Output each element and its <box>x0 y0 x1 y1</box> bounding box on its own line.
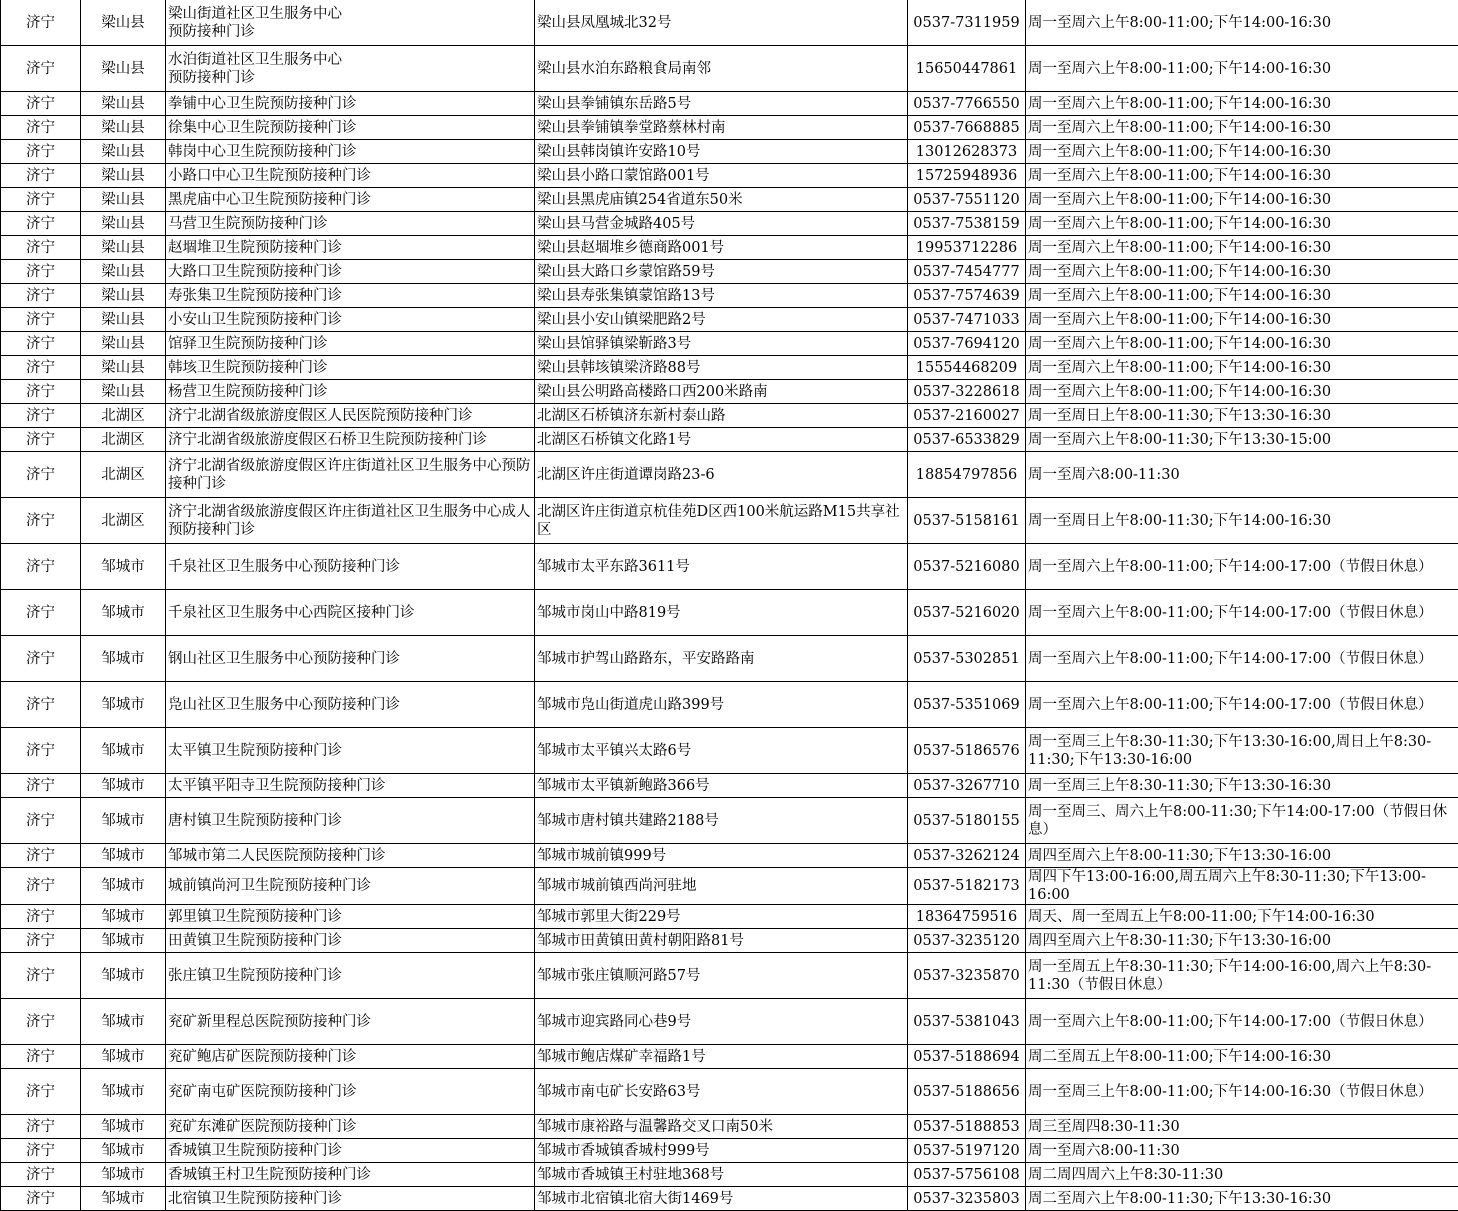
hours-cell: 周一至周六8:00-11:30 <box>1026 452 1458 498</box>
county-cell: 北湖区 <box>81 404 166 428</box>
phone-cell: 0537-5216080 <box>908 544 1026 590</box>
city-cell: 济宁 <box>1 404 81 428</box>
hours-cell: 周三至周四8:30-11:30 <box>1026 1115 1458 1139</box>
phone-cell: 0537-3235803 <box>908 1187 1026 1211</box>
address-cell: 梁山县馆驿镇梁靳路3号 <box>535 332 908 356</box>
county-cell: 邹城市 <box>81 636 166 682</box>
hours-cell: 周一至周三上午8:30-11:30;下午13:30-16:00,周日上午8:30-11:30;下午13:30-16:00 <box>1026 728 1458 774</box>
clinic-name-cell: 太平镇平阳寺卫生院预防接种门诊 <box>166 774 535 798</box>
hours-cell: 周一至周六上午8:00-11:00;下午14:00-16:30 <box>1026 332 1458 356</box>
table-row <box>1 728 1458 774</box>
hours-cell: 周一至周六上午8:00-11:00;下午14:00-16:30 <box>1026 356 1458 380</box>
clinic-name-cell: 邹城市第二人民医院预防接种门诊 <box>166 844 535 868</box>
phone-cell: 0537-7311959 <box>908 0 1026 46</box>
hours-cell: 周二至周六上午8:00-11:30;下午13:30-16:30 <box>1026 1187 1458 1211</box>
city-cell: 济宁 <box>1 868 81 905</box>
phone-cell: 0537-5756108 <box>908 1163 1026 1187</box>
county-cell: 邹城市 <box>81 844 166 868</box>
address-cell: 北湖区石桥镇济东新村泰山路 <box>535 404 908 428</box>
phone-cell: 18364759516 <box>908 905 1026 929</box>
clinic-name-cell: 水泊街道社区卫生服务中心 预防接种门诊 <box>166 46 535 92</box>
address-cell: 邹城市城前镇999号 <box>535 844 908 868</box>
city-cell: 济宁 <box>1 380 81 404</box>
table-row <box>1 1163 1458 1187</box>
table-row <box>1 590 1458 636</box>
table-row <box>1 356 1458 380</box>
address-cell: 邹城市凫山街道虎山路399号 <box>535 682 908 728</box>
phone-cell: 15554468209 <box>908 356 1026 380</box>
clinic-name-cell: 寿张集卫生院预防接种门诊 <box>166 284 535 308</box>
city-cell: 济宁 <box>1 1163 81 1187</box>
county-cell: 梁山县 <box>81 188 166 212</box>
phone-cell: 15725948936 <box>908 164 1026 188</box>
address-cell: 邹城市鲍店煤矿幸福路1号 <box>535 1045 908 1069</box>
table-row <box>1 544 1458 590</box>
table-row <box>1 1139 1458 1163</box>
table-row <box>1 116 1458 140</box>
county-cell: 邹城市 <box>81 682 166 728</box>
address-cell: 梁山县韩岗镇许安路10号 <box>535 140 908 164</box>
county-cell: 梁山县 <box>81 308 166 332</box>
phone-cell: 0537-7668885 <box>908 116 1026 140</box>
county-cell: 梁山县 <box>81 164 166 188</box>
address-cell: 邹城市康裕路与温馨路交叉口南50米 <box>535 1115 908 1139</box>
phone-cell: 0537-3235870 <box>908 953 1026 999</box>
table-row <box>1 999 1458 1045</box>
phone-cell: 0537-5381043 <box>908 999 1026 1045</box>
address-cell: 邹城市香城镇香城村999号 <box>535 1139 908 1163</box>
city-cell: 济宁 <box>1 428 81 452</box>
phone-cell: 0537-7454777 <box>908 260 1026 284</box>
county-cell: 邹城市 <box>81 999 166 1045</box>
address-cell: 梁山县马营金城路405号 <box>535 212 908 236</box>
city-cell: 济宁 <box>1 308 81 332</box>
address-cell: 梁山县凤凰城北32号 <box>535 0 908 46</box>
address-cell: 北湖区许庄街道谭岗路23-6 <box>535 452 908 498</box>
hours-cell: 周一至周日上午8:00-11:30;下午13:30-16:30 <box>1026 404 1458 428</box>
address-cell: 梁山县水泊东路粮食局南邻 <box>535 46 908 92</box>
table-row <box>1 92 1458 116</box>
phone-cell: 0537-5188694 <box>908 1045 1026 1069</box>
address-cell: 梁山县拳铺镇东岳路5号 <box>535 92 908 116</box>
clinic-name-cell: 兖矿南屯矿医院预防接种门诊 <box>166 1069 535 1115</box>
city-cell: 济宁 <box>1 844 81 868</box>
county-cell: 梁山县 <box>81 236 166 260</box>
address-cell: 邹城市郭里大街229号 <box>535 905 908 929</box>
clinic-name-cell: 千泉社区卫生服务中心西院区接种门诊 <box>166 590 535 636</box>
hours-cell: 周一至周六上午8:00-11:00;下午14:00-17:00（节假日休息） <box>1026 636 1458 682</box>
clinic-name-cell: 香城镇卫生院预防接种门诊 <box>166 1139 535 1163</box>
hours-cell: 周一至周五上午8:30-11:30;下午14:00-16:00,周六上午8:30-11:30（节假日休息） <box>1026 953 1458 999</box>
table-row <box>1 636 1458 682</box>
phone-cell: 0537-3262124 <box>908 844 1026 868</box>
table-row <box>1 953 1458 999</box>
phone-cell: 0537-3235120 <box>908 929 1026 953</box>
address-cell: 梁山县大路口乡蒙馆路59号 <box>535 260 908 284</box>
table-row <box>1 1045 1458 1069</box>
phone-cell: 0537-7694120 <box>908 332 1026 356</box>
city-cell: 济宁 <box>1 260 81 284</box>
county-cell: 邹城市 <box>81 798 166 844</box>
county-cell: 梁山县 <box>81 0 166 46</box>
city-cell: 济宁 <box>1 92 81 116</box>
clinic-name-cell: 千泉社区卫生服务中心预防接种门诊 <box>166 544 535 590</box>
phone-cell: 0537-7574639 <box>908 284 1026 308</box>
table-row <box>1 332 1458 356</box>
county-cell: 邹城市 <box>81 905 166 929</box>
address-cell: 梁山县寿张集镇蒙馆路13号 <box>535 284 908 308</box>
county-cell: 邹城市 <box>81 953 166 999</box>
table-row <box>1 844 1458 868</box>
clinic-table-body <box>1 0 1458 1211</box>
address-cell: 梁山县韩垓镇梁济路88号 <box>535 356 908 380</box>
city-cell: 济宁 <box>1 498 81 544</box>
hours-cell: 周四下午13:00-16:00,周五周六上午8:30-11:30;下午13:00-16:00 <box>1026 868 1458 905</box>
table-row <box>1 284 1458 308</box>
city-cell: 济宁 <box>1 0 81 46</box>
hours-cell: 周一至周六上午8:00-11:00;下午14:00-16:30 <box>1026 260 1458 284</box>
address-cell: 邹城市太平镇新鲍路366号 <box>535 774 908 798</box>
hours-cell: 周一至周三上午8:00-11:00;下午14:00-16:30（节假日休息） <box>1026 1069 1458 1115</box>
county-cell: 梁山县 <box>81 46 166 92</box>
table-row <box>1 905 1458 929</box>
address-cell: 梁山县小安山镇梁肥路2号 <box>535 308 908 332</box>
city-cell: 济宁 <box>1 590 81 636</box>
table-row <box>1 682 1458 728</box>
hours-cell: 周一至周三上午8:30-11:30;下午13:30-16:30 <box>1026 774 1458 798</box>
county-cell: 北湖区 <box>81 428 166 452</box>
address-cell: 邹城市张庄镇顺河路57号 <box>535 953 908 999</box>
clinic-name-cell: 兖矿新里程总医院预防接种门诊 <box>166 999 535 1045</box>
table-row <box>1 0 1458 46</box>
table-row <box>1 260 1458 284</box>
table-row <box>1 140 1458 164</box>
clinic-name-cell: 郭里镇卫生院预防接种门诊 <box>166 905 535 929</box>
city-cell: 济宁 <box>1 46 81 92</box>
city-cell: 济宁 <box>1 929 81 953</box>
clinic-name-cell: 太平镇卫生院预防接种门诊 <box>166 728 535 774</box>
address-cell: 邹城市迎宾路同心巷9号 <box>535 999 908 1045</box>
hours-cell: 周一至周日上午8:00-11:30;下午14:00-16:30 <box>1026 498 1458 544</box>
clinic-name-cell: 济宁北湖省级旅游度假区许庄街道社区卫生服务中心成人预防接种门诊 <box>166 498 535 544</box>
city-cell: 济宁 <box>1 636 81 682</box>
clinic-name-cell: 城前镇尚河卫生院预防接种门诊 <box>166 868 535 905</box>
clinic-name-cell: 赵堌堆卫生院预防接种门诊 <box>166 236 535 260</box>
hours-cell: 周一至周六8:00-11:30 <box>1026 1139 1458 1163</box>
table-row <box>1 212 1458 236</box>
address-cell: 北湖区许庄街道京杭佳苑D区西100米航运路M15共享社区 <box>535 498 908 544</box>
clinic-name-cell: 马营卫生院预防接种门诊 <box>166 212 535 236</box>
phone-cell: 0537-5302851 <box>908 636 1026 682</box>
county-cell: 梁山县 <box>81 332 166 356</box>
clinic-name-cell: 唐村镇卫生院预防接种门诊 <box>166 798 535 844</box>
phone-cell: 0537-5180155 <box>908 798 1026 844</box>
clinic-name-cell: 香城镇王村卫生院预防接种门诊 <box>166 1163 535 1187</box>
address-cell: 北湖区石桥镇文化路1号 <box>535 428 908 452</box>
clinic-name-cell: 韩垓卫生院预防接种门诊 <box>166 356 535 380</box>
hours-cell: 周一至周六上午8:00-11:00;下午14:00-17:00（节假日休息） <box>1026 544 1458 590</box>
phone-cell: 0537-7766550 <box>908 92 1026 116</box>
city-cell: 济宁 <box>1 728 81 774</box>
phone-cell: 0537-5188853 <box>908 1115 1026 1139</box>
hours-cell: 周一至周六上午8:00-11:00;下午14:00-16:30 <box>1026 236 1458 260</box>
city-cell: 济宁 <box>1 774 81 798</box>
city-cell: 济宁 <box>1 356 81 380</box>
city-cell: 济宁 <box>1 999 81 1045</box>
county-cell: 邹城市 <box>81 544 166 590</box>
clinic-name-cell: 小安山卫生院预防接种门诊 <box>166 308 535 332</box>
table-row <box>1 774 1458 798</box>
hours-cell: 周一至周六上午8:00-11:00;下午14:00-16:30 <box>1026 46 1458 92</box>
county-cell: 北湖区 <box>81 498 166 544</box>
hours-cell: 周一至周六上午8:00-11:00;下午14:00-16:30 <box>1026 188 1458 212</box>
hours-cell: 周一至周六上午8:00-11:00;下午14:00-16:30 <box>1026 164 1458 188</box>
address-cell: 邹城市护驾山路路东，平安路路南 <box>535 636 908 682</box>
hours-cell: 周四至周六上午8:00-11:30;下午13:30-16:00 <box>1026 844 1458 868</box>
address-cell: 邹城市太平镇兴太路6号 <box>535 728 908 774</box>
hours-cell: 周一至周六上午8:00-11:00;下午14:00-16:30 <box>1026 116 1458 140</box>
hours-cell: 周一至周六上午8:00-11:00;下午14:00-16:30 <box>1026 308 1458 332</box>
hours-cell: 周一至周三、周六上午8:00-11:30;下午14:00-17:00（节假日休息） <box>1026 798 1458 844</box>
clinic-name-cell: 黑虎庙中心卫生院预防接种门诊 <box>166 188 535 212</box>
address-cell: 梁山县赵堌堆乡德商路001号 <box>535 236 908 260</box>
phone-cell: 0537-3267710 <box>908 774 1026 798</box>
address-cell: 邹城市南屯矿长安路63号 <box>535 1069 908 1115</box>
clinic-name-cell: 杨营卫生院预防接种门诊 <box>166 380 535 404</box>
phone-cell: 18854797856 <box>908 452 1026 498</box>
clinic-name-cell: 张庄镇卫生院预防接种门诊 <box>166 953 535 999</box>
city-cell: 济宁 <box>1 905 81 929</box>
phone-cell: 0537-2160027 <box>908 404 1026 428</box>
phone-cell: 0537-5186576 <box>908 728 1026 774</box>
table-row <box>1 452 1458 498</box>
phone-cell: 0537-6533829 <box>908 428 1026 452</box>
table-row <box>1 498 1458 544</box>
clinic-name-cell: 凫山社区卫生服务中心预防接种门诊 <box>166 682 535 728</box>
hours-cell: 周一至周六上午8:00-11:00;下午14:00-16:30 <box>1026 380 1458 404</box>
city-cell: 济宁 <box>1 1069 81 1115</box>
table-row <box>1 929 1458 953</box>
hours-cell: 周一至周六上午8:00-11:00;下午14:00-17:00（节假日休息） <box>1026 999 1458 1045</box>
address-cell: 梁山县黑虎庙镇254省道东50米 <box>535 188 908 212</box>
table-row <box>1 1069 1458 1115</box>
county-cell: 梁山县 <box>81 284 166 308</box>
county-cell: 邹城市 <box>81 774 166 798</box>
hours-cell: 周四至周六上午8:30-11:30;下午13:30-16:00 <box>1026 929 1458 953</box>
city-cell: 济宁 <box>1 1187 81 1211</box>
phone-cell: 0537-5351069 <box>908 682 1026 728</box>
table-row <box>1 798 1458 844</box>
county-cell: 梁山县 <box>81 380 166 404</box>
address-cell: 梁山县拳铺镇拳堂路蔡林村南 <box>535 116 908 140</box>
table-row <box>1 236 1458 260</box>
city-cell: 济宁 <box>1 140 81 164</box>
city-cell: 济宁 <box>1 332 81 356</box>
county-cell: 梁山县 <box>81 356 166 380</box>
table-row <box>1 164 1458 188</box>
phone-cell: 13012628373 <box>908 140 1026 164</box>
table-row <box>1 308 1458 332</box>
city-cell: 济宁 <box>1 452 81 498</box>
county-cell: 梁山县 <box>81 260 166 284</box>
city-cell: 济宁 <box>1 116 81 140</box>
hours-cell: 周二周四周六上午8:30-11:30 <box>1026 1163 1458 1187</box>
phone-cell: 15650447861 <box>908 46 1026 92</box>
hours-cell: 周一至周六上午8:00-11:00;下午14:00-16:30 <box>1026 92 1458 116</box>
address-cell: 邹城市岗山中路819号 <box>535 590 908 636</box>
phone-cell: 0537-7471033 <box>908 308 1026 332</box>
hours-cell: 周一至周六上午8:00-11:00;下午14:00-17:00（节假日休息） <box>1026 682 1458 728</box>
hours-cell: 周一至周六上午8:00-11:00;下午14:00-16:30 <box>1026 212 1458 236</box>
phone-cell: 0537-5216020 <box>908 590 1026 636</box>
phone-cell: 0537-3228618 <box>908 380 1026 404</box>
clinic-name-cell: 济宁北湖省级旅游度假区许庄街道社区卫生服务中心预防接种门诊 <box>166 452 535 498</box>
county-cell: 梁山县 <box>81 140 166 164</box>
county-cell: 邹城市 <box>81 929 166 953</box>
city-cell: 济宁 <box>1 1115 81 1139</box>
clinic-name-cell: 小路口中心卫生院预防接种门诊 <box>166 164 535 188</box>
county-cell: 邹城市 <box>81 1187 166 1211</box>
table-row <box>1 868 1458 905</box>
clinic-name-cell: 兖矿鲍店矿医院预防接种门诊 <box>166 1045 535 1069</box>
city-cell: 济宁 <box>1 682 81 728</box>
city-cell: 济宁 <box>1 164 81 188</box>
county-cell: 邹城市 <box>81 1045 166 1069</box>
table-row <box>1 46 1458 92</box>
address-cell: 邹城市北宿镇北宿大街1469号 <box>535 1187 908 1211</box>
clinic-name-cell: 拳铺中心卫生院预防接种门诊 <box>166 92 535 116</box>
phone-cell: 0537-5182173 <box>908 868 1026 905</box>
city-cell: 济宁 <box>1 284 81 308</box>
address-cell: 邹城市田黄镇田黄村朝阳路81号 <box>535 929 908 953</box>
hours-cell: 周一至周六上午8:00-11:00;下午14:00-17:00（节假日休息） <box>1026 590 1458 636</box>
county-cell: 邹城市 <box>81 868 166 905</box>
phone-cell: 0537-7538159 <box>908 212 1026 236</box>
county-cell: 梁山县 <box>81 92 166 116</box>
county-cell: 邹城市 <box>81 1069 166 1115</box>
city-cell: 济宁 <box>1 798 81 844</box>
address-cell: 梁山县小路口蒙馆路001号 <box>535 164 908 188</box>
hours-cell: 周一至周六上午8:00-11:00;下午14:00-16:30 <box>1026 140 1458 164</box>
table-row <box>1 1115 1458 1139</box>
clinic-name-cell: 北宿镇卫生院预防接种门诊 <box>166 1187 535 1211</box>
clinic-name-cell: 大路口卫生院预防接种门诊 <box>166 260 535 284</box>
phone-cell: 19953712286 <box>908 236 1026 260</box>
table-row <box>1 404 1458 428</box>
phone-cell: 0537-5188656 <box>908 1069 1026 1115</box>
city-cell: 济宁 <box>1 212 81 236</box>
clinic-name-cell: 济宁北湖省级旅游度假区人民医院预防接种门诊 <box>166 404 535 428</box>
clinic-name-cell: 徐集中心卫生院预防接种门诊 <box>166 116 535 140</box>
clinic-name-cell: 兖矿东滩矿医院预防接种门诊 <box>166 1115 535 1139</box>
county-cell: 邹城市 <box>81 1163 166 1187</box>
table-row <box>1 188 1458 212</box>
city-cell: 济宁 <box>1 236 81 260</box>
table-row <box>1 428 1458 452</box>
clinic-name-cell: 梁山街道社区卫生服务中心 预防接种门诊 <box>166 0 535 46</box>
clinic-name-cell: 钢山社区卫生服务中心预防接种门诊 <box>166 636 535 682</box>
phone-cell: 0537-5158161 <box>908 498 1026 544</box>
county-cell: 邹城市 <box>81 1139 166 1163</box>
city-cell: 济宁 <box>1 1139 81 1163</box>
phone-cell: 0537-7551120 <box>908 188 1026 212</box>
city-cell: 济宁 <box>1 188 81 212</box>
hours-cell: 周一至周六上午8:00-11:30;下午13:30-15:00 <box>1026 428 1458 452</box>
hours-cell: 周一至周六上午8:00-11:00;下午14:00-16:30 <box>1026 0 1458 46</box>
county-cell: 梁山县 <box>81 212 166 236</box>
table-row <box>1 380 1458 404</box>
county-cell: 邹城市 <box>81 1115 166 1139</box>
address-cell: 邹城市城前镇西尚河驻地 <box>535 868 908 905</box>
clinic-name-cell: 馆驿卫生院预防接种门诊 <box>166 332 535 356</box>
county-cell: 梁山县 <box>81 116 166 140</box>
county-cell: 邹城市 <box>81 590 166 636</box>
address-cell: 邹城市唐村镇共建路2188号 <box>535 798 908 844</box>
clinic-name-cell: 韩岗中心卫生院预防接种门诊 <box>166 140 535 164</box>
hours-cell: 周二至周五上午8:00-11:00;下午14:00-16:30 <box>1026 1045 1458 1069</box>
phone-cell: 0537-5197120 <box>908 1139 1026 1163</box>
address-cell: 邹城市香城镇王村驻地368号 <box>535 1163 908 1187</box>
city-cell: 济宁 <box>1 1045 81 1069</box>
address-cell: 梁山县公明路高楼路口西200米路南 <box>535 380 908 404</box>
hours-cell: 周一至周六上午8:00-11:00;下午14:00-16:30 <box>1026 284 1458 308</box>
county-cell: 邹城市 <box>81 728 166 774</box>
county-cell: 北湖区 <box>81 452 166 498</box>
hours-cell: 周天、周一至周五上午8:00-11:00;下午14:00-16:30 <box>1026 905 1458 929</box>
clinic-name-cell: 田黄镇卫生院预防接种门诊 <box>166 929 535 953</box>
address-cell: 邹城市太平东路3611号 <box>535 544 908 590</box>
city-cell: 济宁 <box>1 953 81 999</box>
city-cell: 济宁 <box>1 544 81 590</box>
clinic-name-cell: 济宁北湖省级旅游度假区石桥卫生院预防接种门诊 <box>166 428 535 452</box>
